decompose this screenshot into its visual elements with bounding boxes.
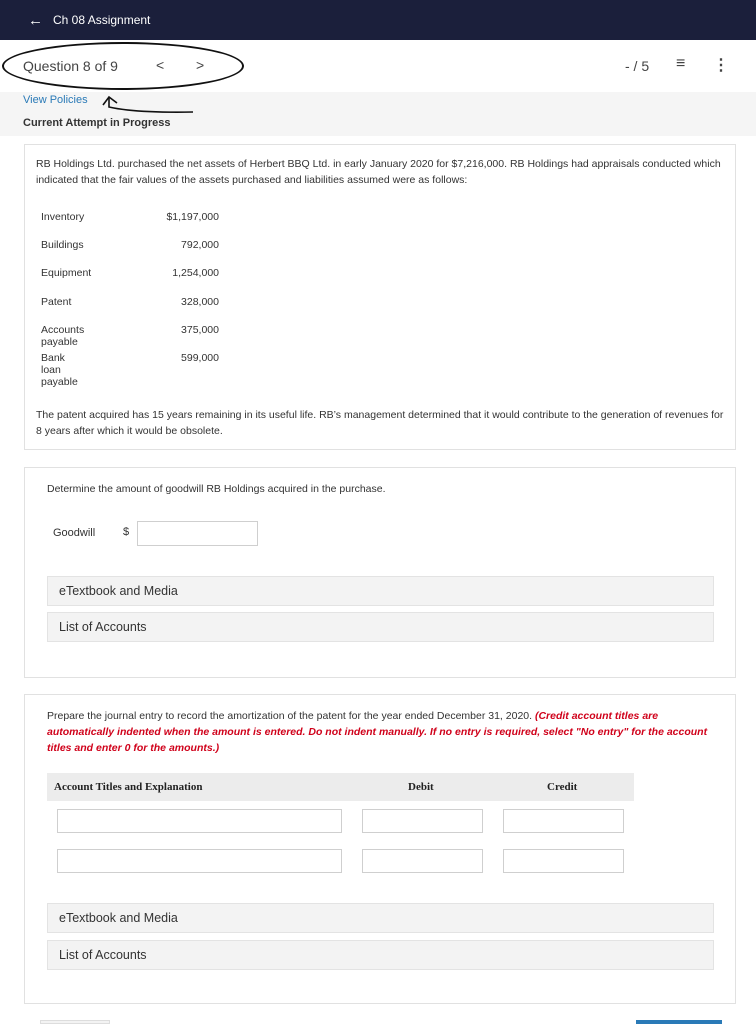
row-value: 599,000	[181, 351, 219, 364]
row-value: 375,000	[181, 323, 219, 336]
goodwill-question-card	[24, 467, 736, 678]
list-of-accounts-button[interactable]: List of Accounts	[47, 940, 714, 970]
row-label: Accounts payable	[41, 323, 85, 348]
assignment-title[interactable]: Ch 08 Assignment	[53, 13, 151, 27]
problem-text: RB Holdings Ltd. purchased the net assets of Herbert BBQ Ltd. in early January 2020 for $7,216,000. RB Holdings had appraisals conducted which indicated that the fair values of the assets purchased and liabilities assumed were as follows:	[36, 158, 721, 186]
row-value: 1,254,000	[172, 267, 219, 280]
question-counter[interactable]: Question 8 of 9	[23, 58, 118, 74]
submit-answer-button[interactable]	[636, 1020, 722, 1024]
journal-table-header	[47, 773, 634, 801]
arrow-left-icon[interactable]: ←	[28, 11, 43, 29]
row-label: Equipment	[41, 267, 92, 280]
problem-footer-text: The patent acquired has 15 years remaining in its useful life. RB’s management determined that it would contribute to the generation of revenues for 8 years after which it would be obsolete.	[36, 409, 724, 437]
attempt-status: Current Attempt in Progress	[23, 117, 171, 129]
handdrawn-ellipse-annotation	[2, 42, 244, 90]
previous-question-button[interactable]: <	[156, 57, 165, 73]
row-label: Bank loan payable	[41, 351, 78, 388]
view-policies-link[interactable]: View Policies	[23, 94, 88, 106]
goodwill-prompt: Determine the amount of goodwill RB Holdings acquired in the purchase.	[47, 483, 386, 495]
currency-symbol: $	[123, 526, 130, 538]
row-label: Patent	[41, 295, 72, 308]
handdrawn-arrow-annotation	[95, 93, 195, 117]
account-title-input[interactable]	[57, 849, 342, 873]
next-question-button[interactable]: >	[196, 57, 205, 73]
credit-input[interactable]	[503, 809, 624, 833]
more-options-icon[interactable]: ⋮	[713, 57, 729, 74]
credit-header: Credit	[547, 781, 578, 793]
top-bar	[0, 0, 756, 40]
etextbook-media-button[interactable]: eTextbook and Media	[47, 903, 714, 933]
credit-input[interactable]	[503, 849, 624, 873]
account-titles-header: Account Titles and Explanation	[54, 781, 203, 793]
row-label: Buildings	[41, 239, 84, 252]
list-of-accounts-button[interactable]: List of Accounts	[47, 612, 714, 642]
problem-card	[24, 144, 736, 450]
save-for-later-button[interactable]	[40, 1020, 110, 1024]
goodwill-input[interactable]	[137, 521, 258, 546]
row-value: 792,000	[181, 239, 219, 252]
list-icon[interactable]: ≡	[676, 55, 686, 72]
journal-prompt	[47, 708, 717, 756]
journal-prompt-text: Prepare the journal entry to record the amortization of the patent for the year ended December 31, 2020.	[47, 710, 533, 722]
row-label: Inventory	[41, 211, 85, 223]
etextbook-media-button[interactable]: eTextbook and Media	[47, 576, 714, 606]
debit-header: Debit	[408, 781, 434, 793]
debit-input[interactable]	[362, 809, 483, 833]
row-value: $1,197,000	[166, 211, 219, 223]
account-title-input[interactable]	[57, 809, 342, 833]
journal-entry-card	[24, 694, 736, 1004]
score-display: - / 5	[625, 58, 650, 74]
debit-input[interactable]	[362, 849, 483, 873]
goodwill-label: Goodwill	[53, 527, 96, 539]
row-value: 328,000	[181, 295, 219, 308]
journal-instruction: (Credit account titles are automatically indented when the amount is entered. Do not indent manually. If no entry is required, select "No entry" for the account titles and enter 0 for the amounts.)	[47, 710, 708, 754]
